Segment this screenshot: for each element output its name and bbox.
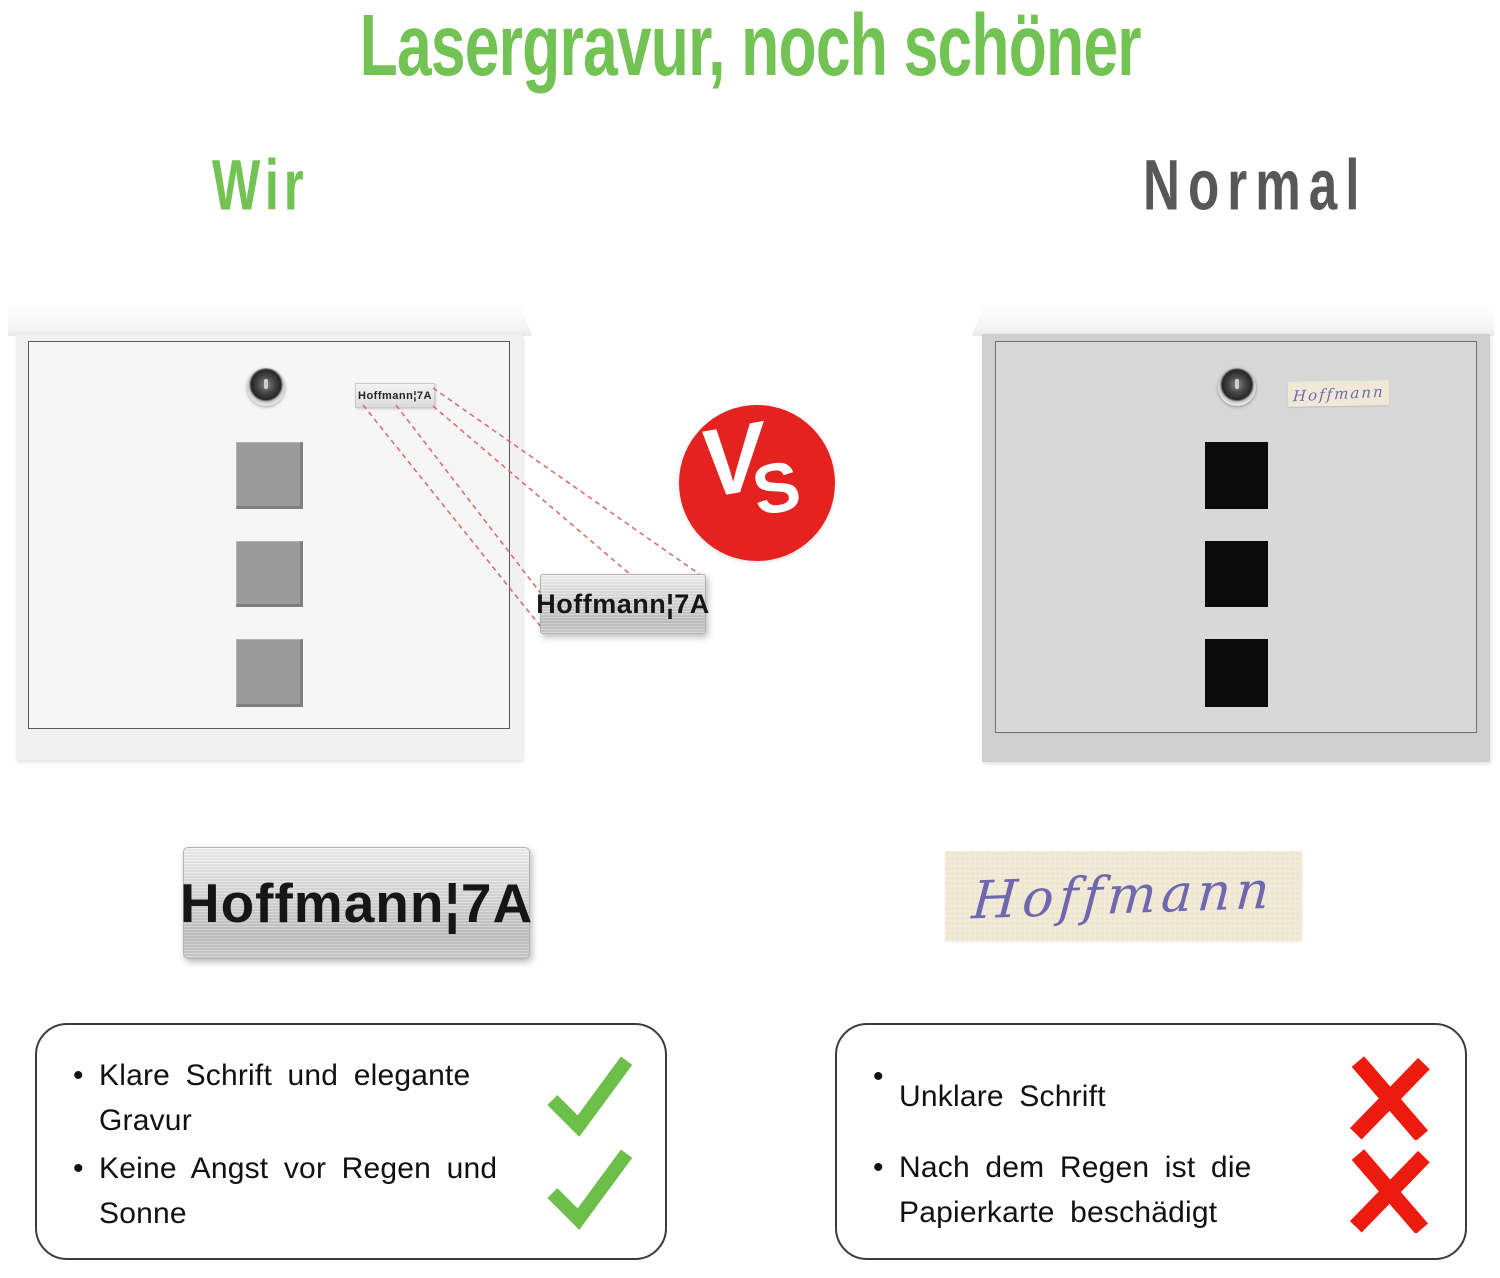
- right-mailbox-window-1: [1205, 442, 1268, 509]
- point-line-1: Keine Angst vor Regen und: [99, 1152, 498, 1186]
- left-mailbox-lid: [8, 304, 532, 336]
- page-title: [0, 0, 1500, 95]
- lock-icon: [247, 368, 285, 406]
- right-mailbox-paper-label: [1288, 380, 1389, 407]
- engraved-plate-callout: [536, 574, 710, 634]
- point-line-2: Gravur: [99, 1103, 192, 1137]
- right-mailbox-paper-label-text: Hoffmann: [1292, 382, 1385, 405]
- left-pros-panel: [35, 1023, 667, 1260]
- left-mailbox-window-1: [236, 442, 303, 509]
- left-mailbox-engraved-plate: [355, 383, 435, 408]
- right-column-heading-text: Normal: [1142, 144, 1368, 226]
- point-text: [899, 1145, 1339, 1235]
- left-mailbox-window-2: [236, 541, 303, 607]
- right-mailbox-window-2: [1205, 541, 1268, 607]
- right-cons-panel: [835, 1023, 1467, 1260]
- left-column-heading-text: Wir: [211, 144, 309, 226]
- steel-plate-detail: [179, 847, 534, 959]
- steel-plate-detail-text: Hoffmann¦7A: [179, 872, 534, 934]
- list-item: [873, 1054, 1439, 1140]
- keyhole-icon: [264, 379, 268, 389]
- bullet-icon: •: [73, 1058, 84, 1092]
- paper-label-detail-text: Hoffmann: [970, 860, 1277, 932]
- paper-label-detail: [945, 851, 1302, 941]
- point-line-1: Klare Schrift und elegante: [99, 1058, 471, 1092]
- right-mailbox-lid: [972, 304, 1494, 336]
- point-text: [99, 1053, 539, 1143]
- left-mailbox-window-3: [236, 639, 303, 707]
- left-column-heading: [150, 144, 370, 226]
- bullet-icon: •: [873, 1059, 884, 1093]
- keyhole-icon: [1235, 379, 1239, 389]
- engraved-plate-callout-text: Hoffmann¦7A: [536, 588, 710, 619]
- list-item: [73, 1053, 639, 1143]
- list-item: [873, 1145, 1439, 1235]
- cross-icon: [1339, 1054, 1439, 1140]
- point-line-2: Sonne: [99, 1197, 187, 1231]
- checkmark-icon: [539, 1147, 639, 1235]
- page-title-text: Lasergravur, noch schöner: [359, 0, 1141, 95]
- lock-icon: [1218, 368, 1256, 406]
- bullet-icon: •: [73, 1152, 84, 1186]
- vs-badge-v: V: [701, 400, 765, 521]
- list-item: [73, 1146, 639, 1236]
- point-line-1: Nach dem Regen ist die: [899, 1151, 1252, 1185]
- right-column-heading: [1095, 144, 1415, 226]
- point-line-2: Papierkarte beschädigt: [899, 1196, 1218, 1230]
- cross-icon: [1339, 1147, 1439, 1233]
- left-mailbox-engraved-plate-text: Hoffmann¦7A: [358, 389, 432, 402]
- point-text: [899, 1074, 1339, 1119]
- vs-badge-icon: [679, 400, 835, 561]
- checkmark-icon: [539, 1054, 639, 1142]
- vs-badge-s: S: [746, 445, 807, 531]
- point-line-1: Unklare Schrift: [899, 1080, 1106, 1114]
- point-text: [99, 1146, 539, 1236]
- right-mailbox-window-3: [1205, 639, 1268, 707]
- bullet-icon: •: [873, 1151, 884, 1185]
